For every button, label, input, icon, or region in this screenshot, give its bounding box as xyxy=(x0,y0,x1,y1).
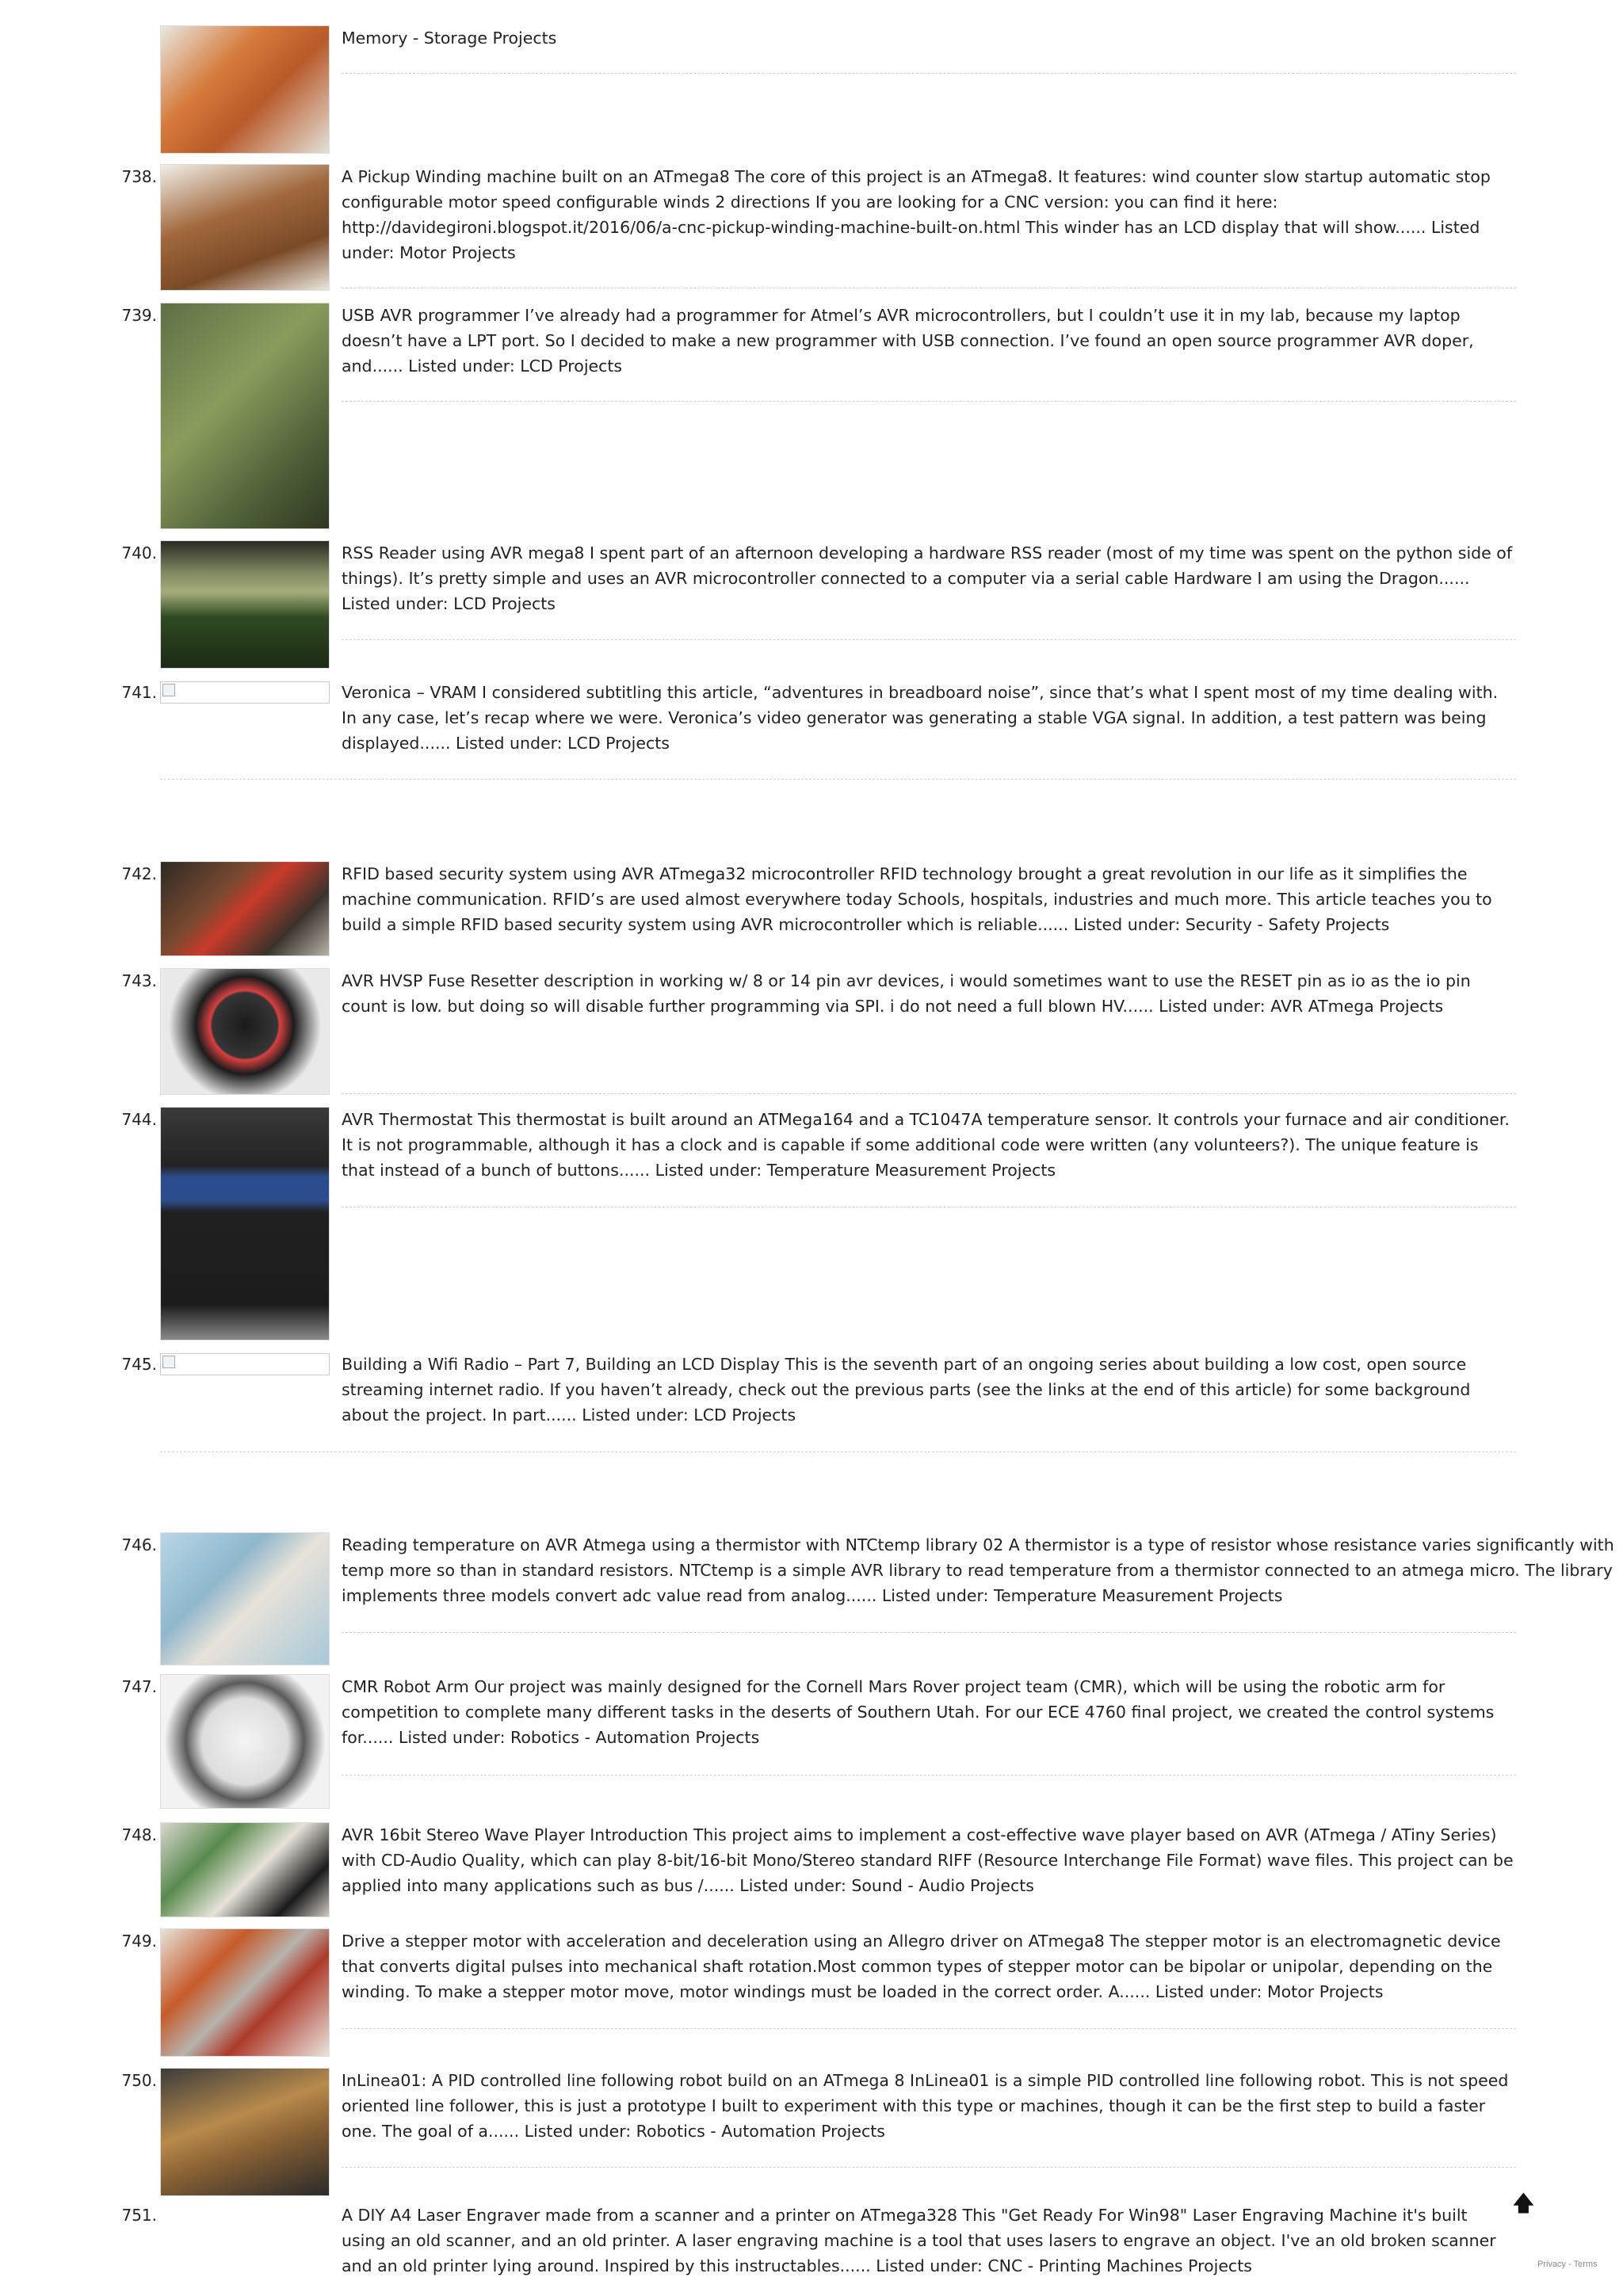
divider xyxy=(342,2167,1516,2168)
project-description[interactable]: Memory - Storage Projects xyxy=(342,29,557,48)
project-thumbnail[interactable] xyxy=(160,1107,330,1341)
item-number: 749. xyxy=(121,1932,157,1951)
project-thumbnail[interactable] xyxy=(160,2068,330,2196)
project-description[interactable]: Building a Wifi Radio – Part 7, Building an LCD Display This is the seventh part of an ongoing series about building a low cost, open source streaming internet radio. If you haven’t already, check out the previous parts (see the links at the end of this article) for some background about the project. In part...... Listed under: LCD Projects xyxy=(342,1355,1471,1425)
project-thumbnail[interactable] xyxy=(160,1928,330,2057)
divider xyxy=(342,401,1516,402)
arrow-up-icon[interactable]: 🡅 xyxy=(1512,2190,1535,2216)
project-description[interactable]: A Pickup Winding machine built on an ATmega8 The core of this project is an ATmega8. It features: wind counter slow startup automatic stop configurable motor speed configurable winds 2 directions If you are looking for a CNC version: you can find it here: http://davidegironi.blogspot.it/2016/06/a-cnc-pickup-winding-machine-built-on.html This winder has an LCD display that will show...... Listed under: Motor Projects xyxy=(342,167,1491,262)
divider xyxy=(342,639,1516,640)
item-number: 746. xyxy=(121,1535,157,1554)
project-thumbnail[interactable] xyxy=(160,1532,330,1665)
divider xyxy=(342,1632,1516,1633)
project-thumbnail[interactable] xyxy=(160,1822,330,1917)
project-description[interactable]: Drive a stepper motor with acceleration and deceleration using an Allegro driver on ATmega8 The stepper motor is an electromagnetic device that converts digital pulses into mechanical shaft rotation.Most common types of stepper motor can be bipolar or unipolar, depending on the winding. To make a stepper motor move, motor windings must be loaded in the correct order. A...... Listed under: Motor Projects xyxy=(342,1932,1501,2001)
project-thumbnail[interactable] xyxy=(160,968,330,1095)
project-description[interactable]: AVR Thermostat This thermostat is built around an ATMega164 and a TC1047A temperature sensor. It controls your furnace and air conditioner. It is not programmable, although it has a clock and is capable if some additional code were written (any volunteers?). The unique feature is that instead of a bunch of buttons...... Listed under: Temperature Measurement Projects xyxy=(342,1110,1510,1180)
item-number: 741. xyxy=(121,683,157,702)
item-number: 743. xyxy=(121,971,157,990)
divider xyxy=(342,73,1516,74)
project-thumbnail[interactable] xyxy=(160,861,330,956)
project-description[interactable]: InLinea01: A PID controlled line following robot build on an ATmega 8 InLinea01 is a simple PID controlled line following robot. This is not speed oriented line follower, this is just a prototype I built to experiment with this type or machines, though it can be the first step to build a faster one. The goal of a...... Listed under: Robotics - Automation Projects xyxy=(342,2071,1509,2141)
project-description[interactable]: Veronica – VRAM I considered subtitling this article, “adventures in breadboard noise”, since that’s what I spent most of my time dealing with. In any case, let’s recap where we were. Veronica’s video generator was generating a stable VGA signal. In addition, a test pattern was being displayed...... Listed under: LCD Projects xyxy=(342,683,1499,753)
project-description[interactable]: AVR 16bit Stereo Wave Player Introduction This project aims to implement a cost-effective wave player based on AVR (ATmega / ATiny Series) with CD-Audio Quality, which can play 8-bit/16-bit Mono/Stereo standard RIFF (Resource Interchange File Format) wave files. This project can be applied into many applications such as bus /...... Listed under: Sound - Audio Projects xyxy=(342,1825,1514,1895)
divider xyxy=(342,2028,1516,2029)
item-number: 750. xyxy=(121,2071,157,2090)
item-number: 742. xyxy=(121,864,157,883)
item-number: 739. xyxy=(121,306,157,325)
item-number: 740. xyxy=(121,543,157,563)
project-description[interactable]: RFID based security system using AVR ATmega32 microcontroller RFID technology brought a great revolution in our life as it simplifies the machine communication. RFID’s are used almost everywhere today Schools, hospitals, industries and much more. This article teaches you to build a simple RFID based security system using AVR microcontroller which is reliable...... Listed under: Security - Safety Projects xyxy=(342,864,1492,934)
divider xyxy=(160,1451,1516,1452)
recaptcha-privacy-terms[interactable]: Privacy - Terms xyxy=(1537,2260,1598,2269)
project-thumbnail[interactable] xyxy=(160,303,330,529)
broken-image-icon[interactable] xyxy=(160,1353,330,1375)
project-thumbnail[interactable] xyxy=(160,1674,330,1809)
item-number: 738. xyxy=(121,167,157,186)
project-description[interactable]: AVR HVSP Fuse Resetter description in working w/ 8 or 14 pin avr devices, i would sometimes want to use the RESET pin as io as the io pin count is low. but doing so will disable further programming via SPI. i do not need a full blown HV...... Listed under: AVR ATmega Projects xyxy=(342,971,1471,1016)
project-description[interactable]: A DIY A4 Laser Engraver made from a scanner and a printer on ATmega328 This "Get Ready For Win98" Laser Engraving Machine it's built using an old scanner, and an old printer. A laser engraving machine is a tool that uses lasers to engrave an object. I've an old broken scanner and an old printer lying around. Inspired by this instructables...... Listed under: CNC - Printing Machines Projects xyxy=(342,2206,1496,2275)
project-thumbnail[interactable] xyxy=(160,540,330,669)
item-number: 747. xyxy=(121,1677,157,1696)
divider xyxy=(342,1093,1516,1094)
project-thumbnail[interactable] xyxy=(160,25,330,154)
project-thumbnail[interactable] xyxy=(160,164,330,291)
project-description[interactable]: Reading temperature on AVR Atmega using a thermistor with NTCtemp library 02 A thermistor is a type of resistor whose resistance varies significantly with temp more so than in standard resistors. NTCtemp is a simple AVR library to read temperature from a thermistor connected to an atmega micro. The library implements three models convert adc value read from analog...... Listed under: Temperature Measurement Projects xyxy=(342,1535,1614,1605)
divider xyxy=(160,779,1516,780)
broken-image-icon[interactable] xyxy=(160,681,330,704)
item-number: 744. xyxy=(121,1110,157,1129)
item-number: 751. xyxy=(121,2206,157,2225)
item-number: 748. xyxy=(121,1825,157,1844)
item-number: 745. xyxy=(121,1355,157,1374)
project-description[interactable]: USB AVR programmer I’ve already had a programmer for Atmel’s AVR microcontrollers, but I couldn’t use it in my lab, because my laptop doesn’t have a LPT port. So I decided to make a new programmer with USB connection. I’ve found an open source programmer AVR doper, and...... Listed under: LCD Projects xyxy=(342,306,1474,376)
project-description[interactable]: RSS Reader using AVR mega8 I spent part of an afternoon developing a hardware RSS reader (most of my time was spent on the python side of things). It’s pretty simple and uses an AVR microcontroller connected to a computer via a serial cable Hardware I am using the Dragon...... Listed under: LCD Projects xyxy=(342,543,1513,613)
project-description[interactable]: CMR Robot Arm Our project was mainly designed for the Cornell Mars Rover project team (CMR), which will be using the robotic arm for competition to complete many different tasks in the deserts of Southern Utah. For our ECE 4760 final project, we created the control systems for...... Listed under: Robotics - Automation Projects xyxy=(342,1677,1495,1747)
